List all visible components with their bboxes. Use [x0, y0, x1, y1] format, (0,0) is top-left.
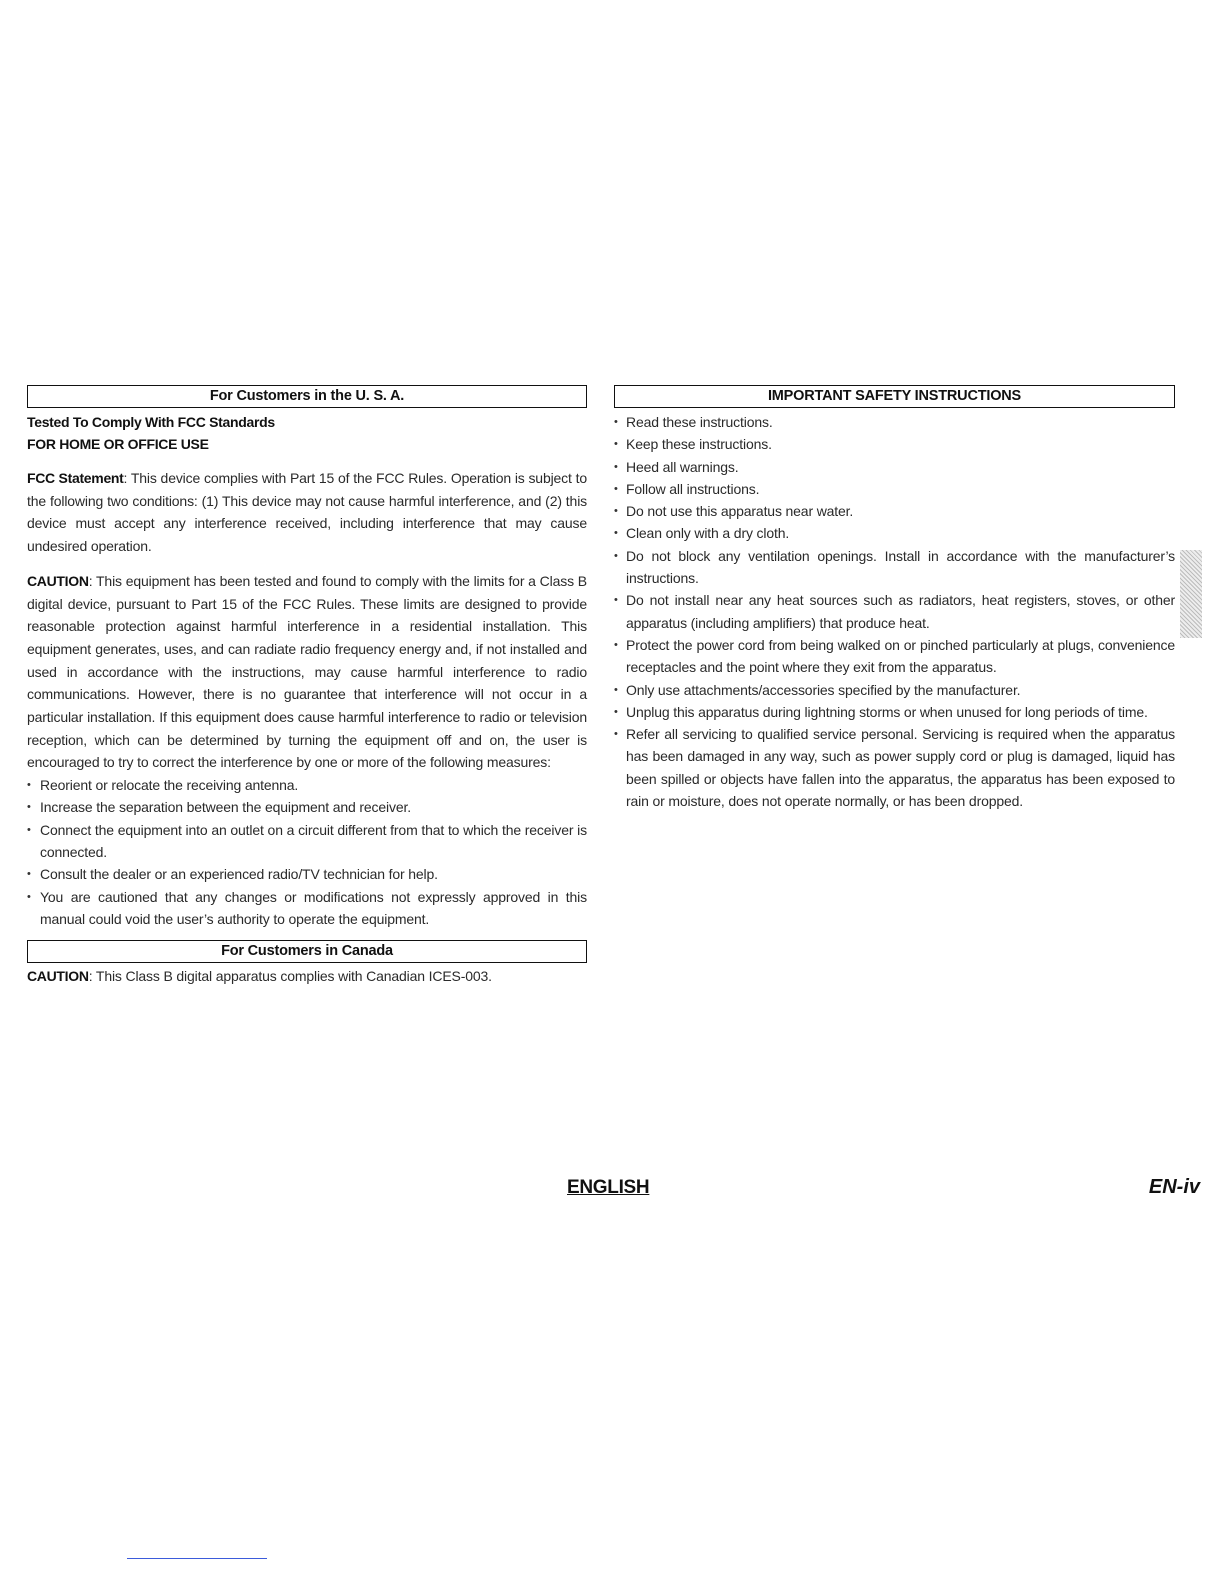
home-office-use-line: FOR HOME OR OFFICE USE — [27, 436, 209, 452]
list-item: • Do not install near any heat sources such as radiators, heat registers, stoves, or other apparatus (including amplifiers) that produce heat. — [614, 589, 1175, 634]
list-item: • Connect the equipment into an outlet on a circuit different from that to which the receiver is connected. — [27, 819, 587, 864]
list-item: • Only use attachments/accessories specified by the manufacturer. — [614, 679, 1175, 701]
page-number: EN-iv — [1148, 1176, 1200, 1198]
canada-caution-text: : This Class B digital apparatus complies with Canadian ICES-003. — [88, 968, 492, 985]
list-item: • Read these instructions. — [614, 411, 1175, 433]
caution-paragraph — [27, 570, 587, 774]
section-thumb-tab — [1180, 550, 1202, 638]
canada-section-header: For Customers in Canada — [27, 940, 587, 963]
list-item: • Do not use this apparatus near water. — [614, 500, 1175, 522]
list-item: • Unplug this apparatus during lightning storms or when unused for long periods of time. — [614, 701, 1175, 723]
canada-caution-paragraph — [27, 965, 587, 988]
list-item: • Consult the dealer or an experienced radio/TV technician for help. — [27, 863, 587, 885]
list-item: • Do not block any ventilation openings. Install in accordance with the manufacturer’s instructions. — [614, 545, 1175, 590]
footer-language-label: ENGLISH — [567, 1177, 650, 1198]
list-item: • Keep these instructions. — [614, 433, 1175, 455]
list-item: • Protect the power cord from being walked on or pinched particularly at plugs, convenience receptacles and the point where they exit from the apparatus. — [614, 634, 1175, 679]
interference-measures-list — [27, 774, 587, 930]
list-item: • Clean only with a dry cloth. — [614, 522, 1175, 544]
list-item: • Reorient or relocate the receiving antenna. — [27, 774, 587, 796]
fcc-statement-paragraph — [27, 467, 587, 558]
list-item: • Heed all warnings. — [614, 456, 1175, 478]
caution-lead: CAUTION — [27, 572, 89, 589]
list-item: • You are cautioned that any changes or modifications not expressly approved in this manual could void the user’s authority to operate the equipment. — [27, 886, 587, 931]
canada-caution-lead: CAUTION — [27, 968, 89, 985]
safety-section — [614, 385, 1175, 812]
usa-section — [27, 385, 587, 988]
list-item: • Increase the separation between the equipment and receiver. — [27, 796, 587, 818]
list-item: • Follow all instructions. — [614, 478, 1175, 500]
usa-section-header: For Customers in the U. S. A. — [27, 385, 587, 408]
fcc-compliance-line: Tested To Comply With FCC Standards — [27, 414, 275, 430]
caution-text: : This equipment has been tested and found to comply with the limits for a Class B digital device, pursuant to Part 15 of the FCC Rules. These limits are designed to provide reasonable protection against harmful interference in a residential installation. This equipment generates, uses, and can radiate radio frequency energy and, if not installed and used in accordance with the instructions, may cause harmful interference to radio communications. However, there is no guarantee that interference will not occur in a particular installation. If this equipment does cause harmful interference to radio or television reception, which can be determined by turning the equipment off and on, the user is encouraged to try to correct the interference by one or more of the following measures: — [27, 572, 587, 771]
safety-instructions-list — [614, 411, 1175, 812]
fcc-statement-lead: FCC Statement — [27, 470, 124, 486]
fcc-statement-text: : This device complies with Part 15 of the FCC Rules. Operation is subject to the following two conditions: (1) This device may not cause harmful interference, and (2) this device must accept any interference received, including interference that may cause undesired operation. — [27, 470, 587, 555]
list-item: • Refer all servicing to qualified service personal. Servicing is required when the apparatus has been damaged in any way, such as power supply cord or plug is damaged, liquid has been spilled or objects have fallen into the apparatus, the apparatus has been exposed to rain or moisture, does not operate normally, or has been dropped. — [614, 723, 1175, 812]
safety-section-header: IMPORTANT SAFETY INSTRUCTIONS — [614, 385, 1175, 408]
bottom-rule-line — [127, 1558, 267, 1559]
